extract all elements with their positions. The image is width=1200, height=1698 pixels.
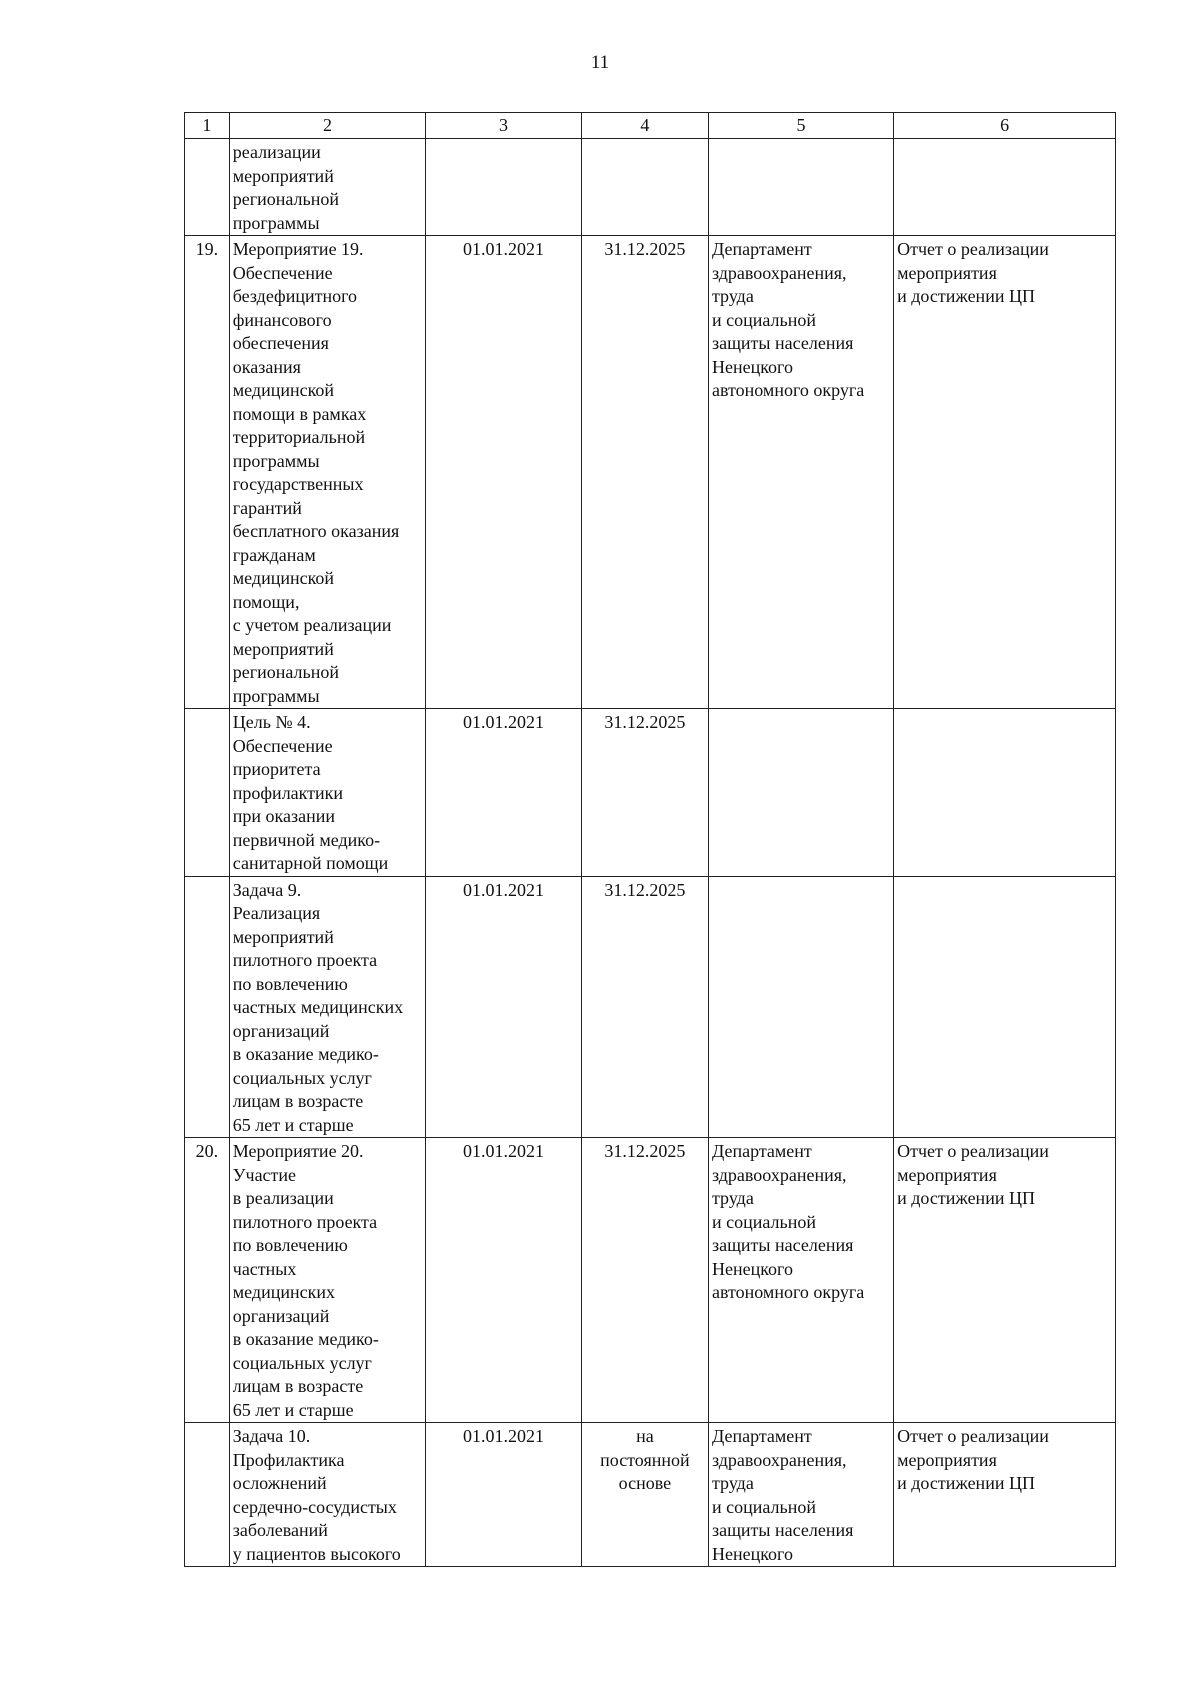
page-number: 11 bbox=[590, 52, 610, 73]
start-date bbox=[426, 139, 582, 236]
item-name: Мероприятие 20. Участие в реализации пилотного проекта по вовлечению частных медицинских организаций в оказание медико- социальных услуг лицам в возрасте 65 лет и старше bbox=[229, 1138, 425, 1423]
row-number bbox=[185, 139, 230, 236]
end-date: 31.12.2025 bbox=[581, 236, 708, 709]
table-row bbox=[185, 1423, 1116, 1567]
row-number bbox=[185, 709, 230, 877]
result: Отчет о реализации мероприятия и достижении ЦП bbox=[894, 1138, 1116, 1423]
row-number bbox=[185, 1423, 230, 1567]
header-row bbox=[185, 113, 1116, 139]
end-date bbox=[581, 139, 708, 236]
table-row bbox=[185, 709, 1116, 877]
start-date: 01.01.2021 bbox=[426, 876, 582, 1138]
row-number: 19. bbox=[185, 236, 230, 709]
item-name: Задача 10. Профилактика осложнений сердечно-сосудистых заболеваний у пациентов высокого bbox=[229, 1423, 425, 1567]
start-date: 01.01.2021 bbox=[426, 709, 582, 877]
item-name: реализации мероприятий региональной программы bbox=[229, 139, 425, 236]
responsible: Департамент здравоохранения, труда и социальной защиты населения Ненецкого автономного округа bbox=[708, 236, 893, 709]
row-number: 20. bbox=[185, 1138, 230, 1423]
end-date: на постоянной основе bbox=[581, 1423, 708, 1567]
result bbox=[894, 709, 1116, 877]
table-row bbox=[185, 1138, 1116, 1423]
header-cell: 6 bbox=[894, 113, 1116, 139]
item-name: Мероприятие 19. Обеспечение бездефицитного финансового обеспечения оказания медицинской помощи в рамках территориальной программы государственных гарантий бесплатного оказания гражданам медицинской помощи, с учетом реализации мероприятий региональной программы bbox=[229, 236, 425, 709]
header-cell: 2 bbox=[229, 113, 425, 139]
start-date: 01.01.2021 bbox=[426, 1138, 582, 1423]
start-date: 01.01.2021 bbox=[426, 1423, 582, 1567]
responsible bbox=[708, 139, 893, 236]
table-row bbox=[185, 236, 1116, 709]
plan-table bbox=[184, 112, 1116, 1567]
end-date: 31.12.2025 bbox=[581, 1138, 708, 1423]
result bbox=[894, 876, 1116, 1138]
end-date: 31.12.2025 bbox=[581, 876, 708, 1138]
row-number bbox=[185, 876, 230, 1138]
header-cell: 1 bbox=[185, 113, 230, 139]
result: Отчет о реализации мероприятия и достижении ЦП bbox=[894, 1423, 1116, 1567]
item-name: Цель № 4. Обеспечение приоритета профилактики при оказании первичной медико- санитарной помощи bbox=[229, 709, 425, 877]
item-name: Задача 9. Реализация мероприятий пилотного проекта по вовлечению частных медицинских организаций в оказание медико- социальных услуг лицам в возрасте 65 лет и старше bbox=[229, 876, 425, 1138]
start-date: 01.01.2021 bbox=[426, 236, 582, 709]
end-date: 31.12.2025 bbox=[581, 709, 708, 877]
responsible bbox=[708, 709, 893, 877]
table-row bbox=[185, 876, 1116, 1138]
header-cell: 4 bbox=[581, 113, 708, 139]
header-cell: 3 bbox=[426, 113, 582, 139]
responsible: Департамент здравоохранения, труда и социальной защиты населения Ненецкого bbox=[708, 1423, 893, 1567]
result bbox=[894, 139, 1116, 236]
responsible: Департамент здравоохранения, труда и социальной защиты населения Ненецкого автономного округа bbox=[708, 1138, 893, 1423]
table-row bbox=[185, 139, 1116, 236]
header-cell: 5 bbox=[708, 113, 893, 139]
responsible bbox=[708, 876, 893, 1138]
result: Отчет о реализации мероприятия и достижении ЦП bbox=[894, 236, 1116, 709]
